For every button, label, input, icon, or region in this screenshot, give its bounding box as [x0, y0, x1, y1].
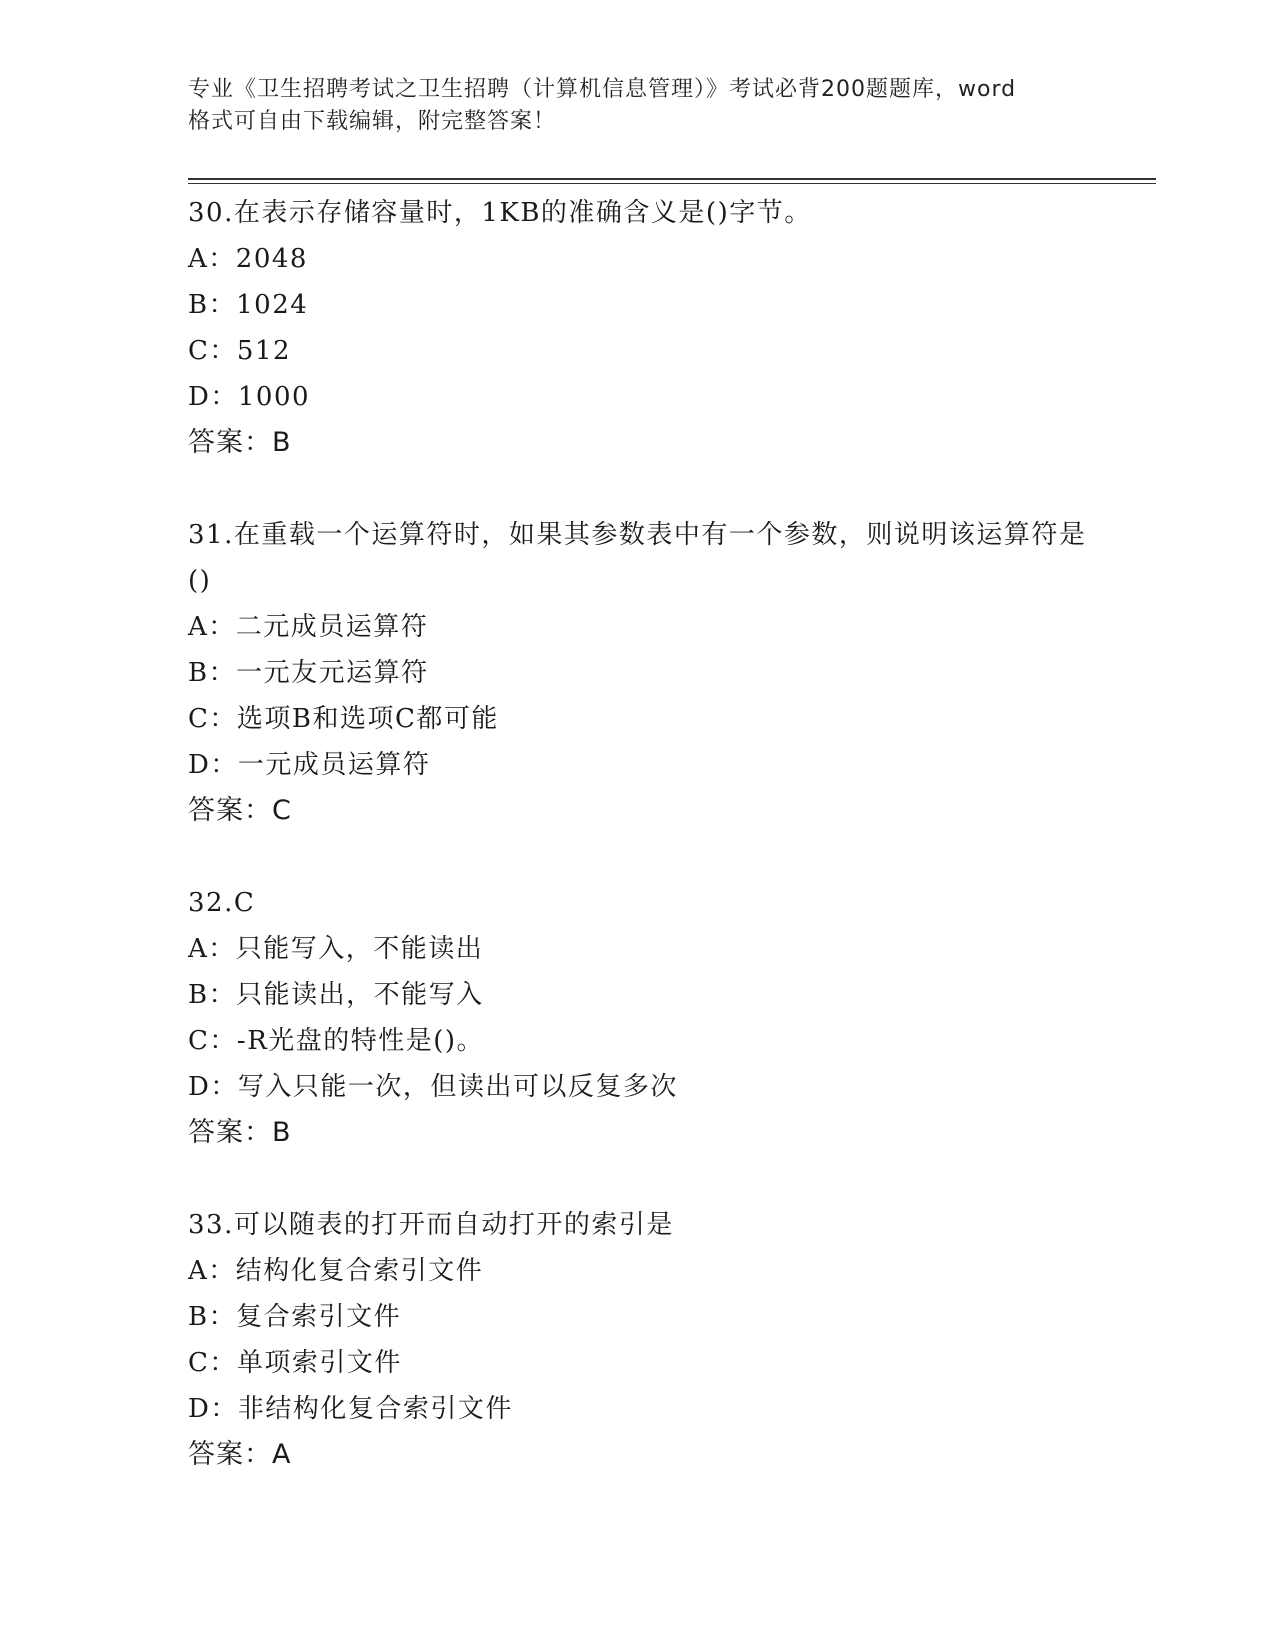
answer-line: 答案：C: [188, 795, 292, 826]
answer-line: 答案：B: [188, 427, 292, 458]
option-text: 选项B和选项C都可能: [236, 704, 499, 734]
option-c: [188, 1018, 1088, 1064]
option-key: A：: [188, 612, 236, 642]
question-30: [188, 190, 1088, 466]
option-key: B：: [188, 980, 237, 1010]
option-key: B：: [188, 290, 237, 320]
option-key: C：: [188, 704, 237, 734]
question-stem: 30.在表示存储容量时，1KB的准确含义是()字节。: [188, 198, 812, 228]
option-key: C：: [188, 1348, 237, 1378]
option-a: [188, 236, 1088, 282]
header-divider-thick: [188, 178, 1156, 180]
option-key: A：: [188, 934, 236, 964]
header-line-1: 专业《卫生招聘考试之卫生招聘（计算机信息管理）》考试必背200题题库，word: [188, 77, 1017, 102]
option-d: [188, 742, 1088, 788]
question-stem: 32.C: [188, 888, 256, 918]
option-c: [188, 696, 1088, 742]
option-key: B：: [188, 658, 237, 688]
option-text: 只能读出，不能写入: [236, 980, 484, 1010]
answer-line: 答案：B: [188, 1117, 292, 1148]
answer-line: 答案：A: [188, 1439, 292, 1470]
option-key: D：: [188, 1072, 238, 1102]
option-d: [188, 1386, 1088, 1432]
option-key: D：: [188, 382, 238, 412]
option-text: 1000: [237, 382, 311, 412]
question-32: [188, 880, 1088, 1156]
option-d: [188, 374, 1088, 420]
option-b: [188, 650, 1088, 696]
option-b: [188, 282, 1088, 328]
option-key: C：: [188, 336, 237, 366]
option-a: [188, 604, 1088, 650]
option-text: -R光盘的特性是()。: [236, 1026, 485, 1056]
option-text: 结构化复合索引文件: [235, 1256, 484, 1286]
option-text: 只能写入，不能读出: [235, 934, 484, 964]
header-divider-thin: [188, 183, 1156, 184]
header-line-2: 格式可自由下载编辑，附完整答案！: [188, 109, 557, 134]
option-key: C：: [188, 1026, 237, 1056]
option-text: 单项索引文件: [236, 1348, 402, 1378]
option-c: [188, 328, 1088, 374]
option-key: D：: [188, 750, 238, 780]
option-d: [188, 1064, 1088, 1110]
document-header: [188, 74, 1088, 138]
option-key: B：: [188, 1302, 237, 1332]
option-text: 1024: [236, 290, 309, 320]
option-b: [188, 972, 1088, 1018]
option-b: [188, 1294, 1088, 1340]
option-text: 非结构化复合索引文件: [237, 1394, 513, 1424]
question-list: [188, 190, 1088, 1524]
question-31: [188, 512, 1088, 834]
option-a: [188, 926, 1088, 972]
option-key: D：: [188, 1394, 238, 1424]
option-key: A：: [188, 244, 236, 274]
option-text: 二元成员运算符: [235, 612, 429, 642]
option-key: A：: [188, 1256, 236, 1286]
question-stem: 33.可以随表的打开而自动打开的索引是: [188, 1210, 674, 1240]
option-text: 复合索引文件: [236, 1302, 402, 1332]
question-stem: 31.在重载一个运算符时，如果其参数表中有一个参数，则说明该运算符是(): [188, 520, 1087, 596]
option-text: 一元友元运算符: [236, 658, 429, 688]
option-c: [188, 1340, 1088, 1386]
option-a: [188, 1248, 1088, 1294]
option-text: 512: [236, 336, 292, 366]
option-text: 写入只能一次，但读出可以反复多次: [237, 1072, 678, 1102]
option-text: 2048: [235, 244, 308, 274]
option-text: 一元成员运算符: [237, 750, 431, 780]
question-33: [188, 1202, 1088, 1478]
